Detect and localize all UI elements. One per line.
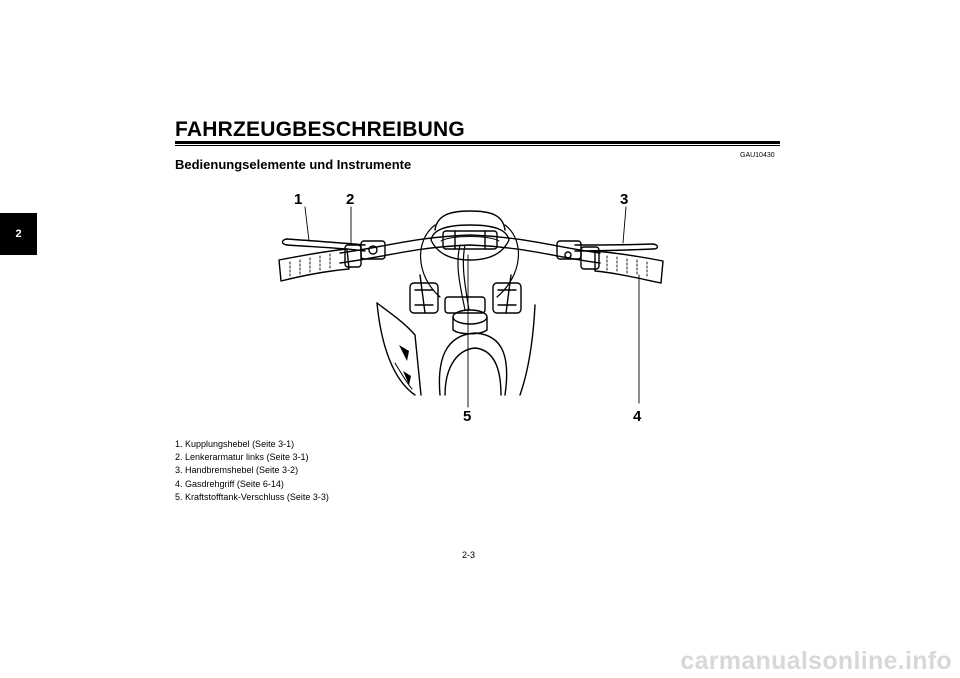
- callout-3: 3: [620, 191, 629, 208]
- legend-list: [175, 438, 329, 504]
- chapter-tab: [0, 213, 37, 255]
- callout-1: 1: [294, 191, 303, 208]
- section-code: GAU10430: [740, 152, 775, 159]
- legend-item: 2. Lenkerarmatur links (Seite 3-1): [175, 452, 309, 463]
- callout-5: 5: [463, 408, 472, 425]
- watermark: carmanualsonline.info: [680, 647, 952, 675]
- title-rule-thin: [175, 145, 780, 146]
- handlebar-illustration: [265, 185, 695, 430]
- chapter-tab-label: 2: [15, 228, 22, 240]
- section-title: Bedienungselemente und Instrumente: [175, 157, 412, 172]
- callout-4: 4: [633, 408, 642, 425]
- legend-item: 3. Handbremshebel (Seite 3-2): [175, 465, 299, 476]
- legend-item: 4. Gasdrehgriff (Seite 6-14): [175, 478, 284, 489]
- handlebar-drawing: [340, 231, 600, 263]
- left-grip-drawing: [279, 249, 349, 281]
- callout-2: 2: [346, 191, 355, 208]
- page-title: FAHRZEUGBESCHREIBUNG: [175, 118, 465, 141]
- page-number: 2-3: [462, 550, 476, 560]
- legend-item: 5. Kraftstofftank-Verschluss (Seite 3-3): [175, 491, 329, 502]
- title-rule: [175, 141, 780, 144]
- right-grip-drawing: [595, 251, 663, 283]
- legend-item: 1. Kupplungshebel (Seite 3-1): [175, 439, 295, 449]
- fuel-tank-drawing: [377, 303, 535, 395]
